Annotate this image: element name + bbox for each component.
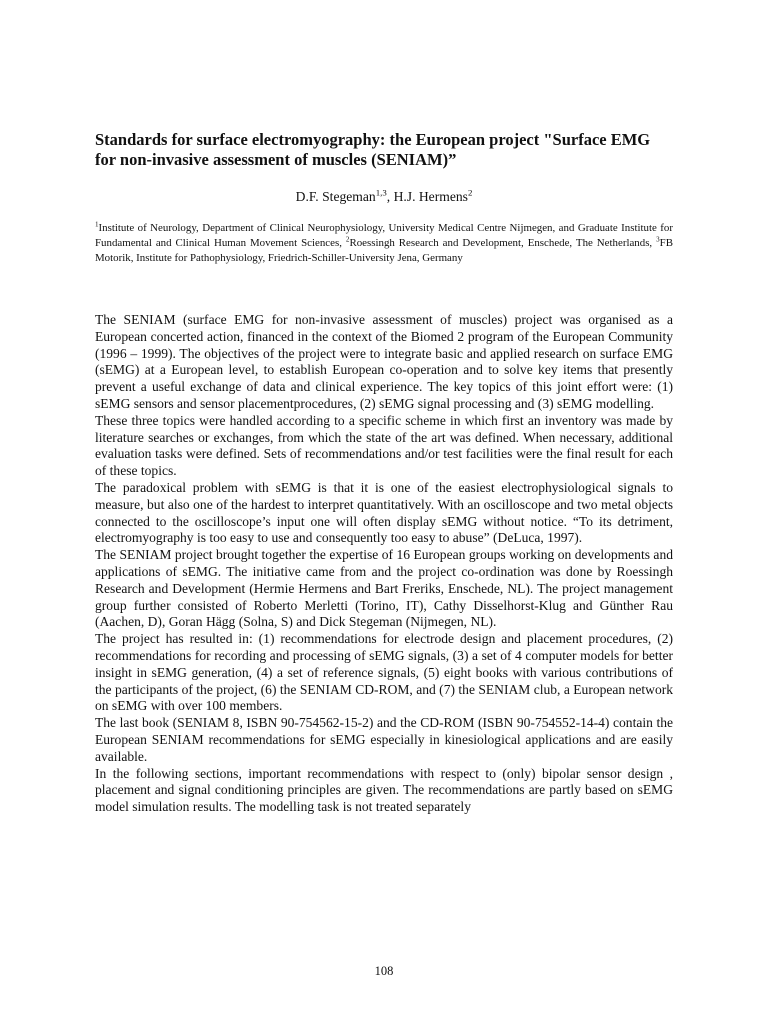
author-name: D.F. Stegeman xyxy=(295,189,376,204)
affiliation-text: Institute of Neurology, Department of Clinical Neurophysiology, University Medical Centre Nijmegen, and Graduate Institute for Fundamental and Clinical Human Movement Sciences, xyxy=(95,222,673,250)
affiliation-mark: 1 xyxy=(95,220,99,229)
body-paragraph: The project has resulted in: (1) recommendations for electrode design and placement procedures, (2) recommendations for recording and processing of sEMG signals, (3) a set of 4 computer models for better insight in sEMG generation, (4) a set of reference signals, (5) eight books with various contributions of the participants of the project, (6) the SENIAM CD-ROM, and (7) the SENIAM club, a European network on sEMG with over 100 members. xyxy=(95,631,673,714)
body-paragraph: In the following sections, important recommendations with respect to (only) bipolar sensor design , placement and signal conditioning principles are given. The recommendations are partly based on sEMG model simulation results. The modelling task is not treated separately xyxy=(95,765,673,815)
author-affiliation-mark: 1,3 xyxy=(375,187,387,198)
body-paragraph: The SENIAM (surface EMG for non-invasive assessment of muscles) project was organised as a European concerted action, financed in the context of the Biomed 2 program of the European Community (1996 – 1999). The objectives of the project were to integrate basic and applied research on surface EMG (sEMG) at a European level, to establish European co-operation and to solve key items that presently prevent a useful exchange of data and clinical experience. The key topics of this joint effort were: (1) sEMG sensors and sensor placementprocedures, (2) sEMG signal processing and (3) sEMG modelling. xyxy=(95,312,673,411)
affiliations xyxy=(95,221,673,267)
body-paragraph: The SENIAM project brought together the expertise of 16 European groups working on developments and applications of sEMG. The initiative came from and the project co-ordination was done by Roessingh Research and Development (Hermie Hermens and Bart Freriks, Enschede, NL). The project management group further consisted of Roberto Merletti (Torino, IT), Cathy Disselhorst-Klug and Günther Rau (Aachen, D), Goran Hägg (Solna, S) and Dick Stegeman (Nijmegen, NL). xyxy=(95,547,673,630)
author-affiliation-mark: 2 xyxy=(467,187,473,198)
author-name: H.J. Hermens xyxy=(393,189,468,204)
affiliation-text: FB Motorik, Institute for Pathophysiology, Friedrich-Schiller-University Jena, Germany xyxy=(95,237,673,265)
body-paragraph: These three topics were handled according to a specific scheme in which first an inventory was made by literature searches or exchanges, from which the state of the art was defined. When necessary, additional evaluation tasks were defined. Sets of recommendations and/or test facilities were the final result for each of these topics. xyxy=(95,412,673,479)
author-separator: , xyxy=(386,189,394,204)
author-line xyxy=(95,188,673,206)
body-text xyxy=(95,312,673,816)
body-paragraph: The paradoxical problem with sEMG is that it is one of the easiest electrophysiological signals to measure, but also one of the hardest to interpret quantitatively. With an oscilloscope and two metal objects connected to the oscilloscope’s input one will often display sEMG without notice. “To its detriment, electromyography is too easy to use and consequently too easy to abuse” (DeLuca, 1997). xyxy=(95,479,673,546)
affiliation-text: Roessingh Research and Development, Enschede, The Netherlands, xyxy=(349,237,657,250)
page-number: 108 xyxy=(374,964,394,978)
body-paragraph: The last book (SENIAM 8, ISBN 90-754562-15-2) and the CD-ROM (ISBN 90-754552-14-4) contain the European SENIAM recommendations for sEMG especially in kinesiological applications and are easily available. xyxy=(95,715,673,764)
affiliation-mark: 3 xyxy=(656,235,660,244)
affiliation-mark: 2 xyxy=(345,235,350,244)
paper-title: Standards for surface electromyography: the European project "Surface EMG for non-invasive assessment of muscles (SENIAM)” xyxy=(95,130,651,169)
